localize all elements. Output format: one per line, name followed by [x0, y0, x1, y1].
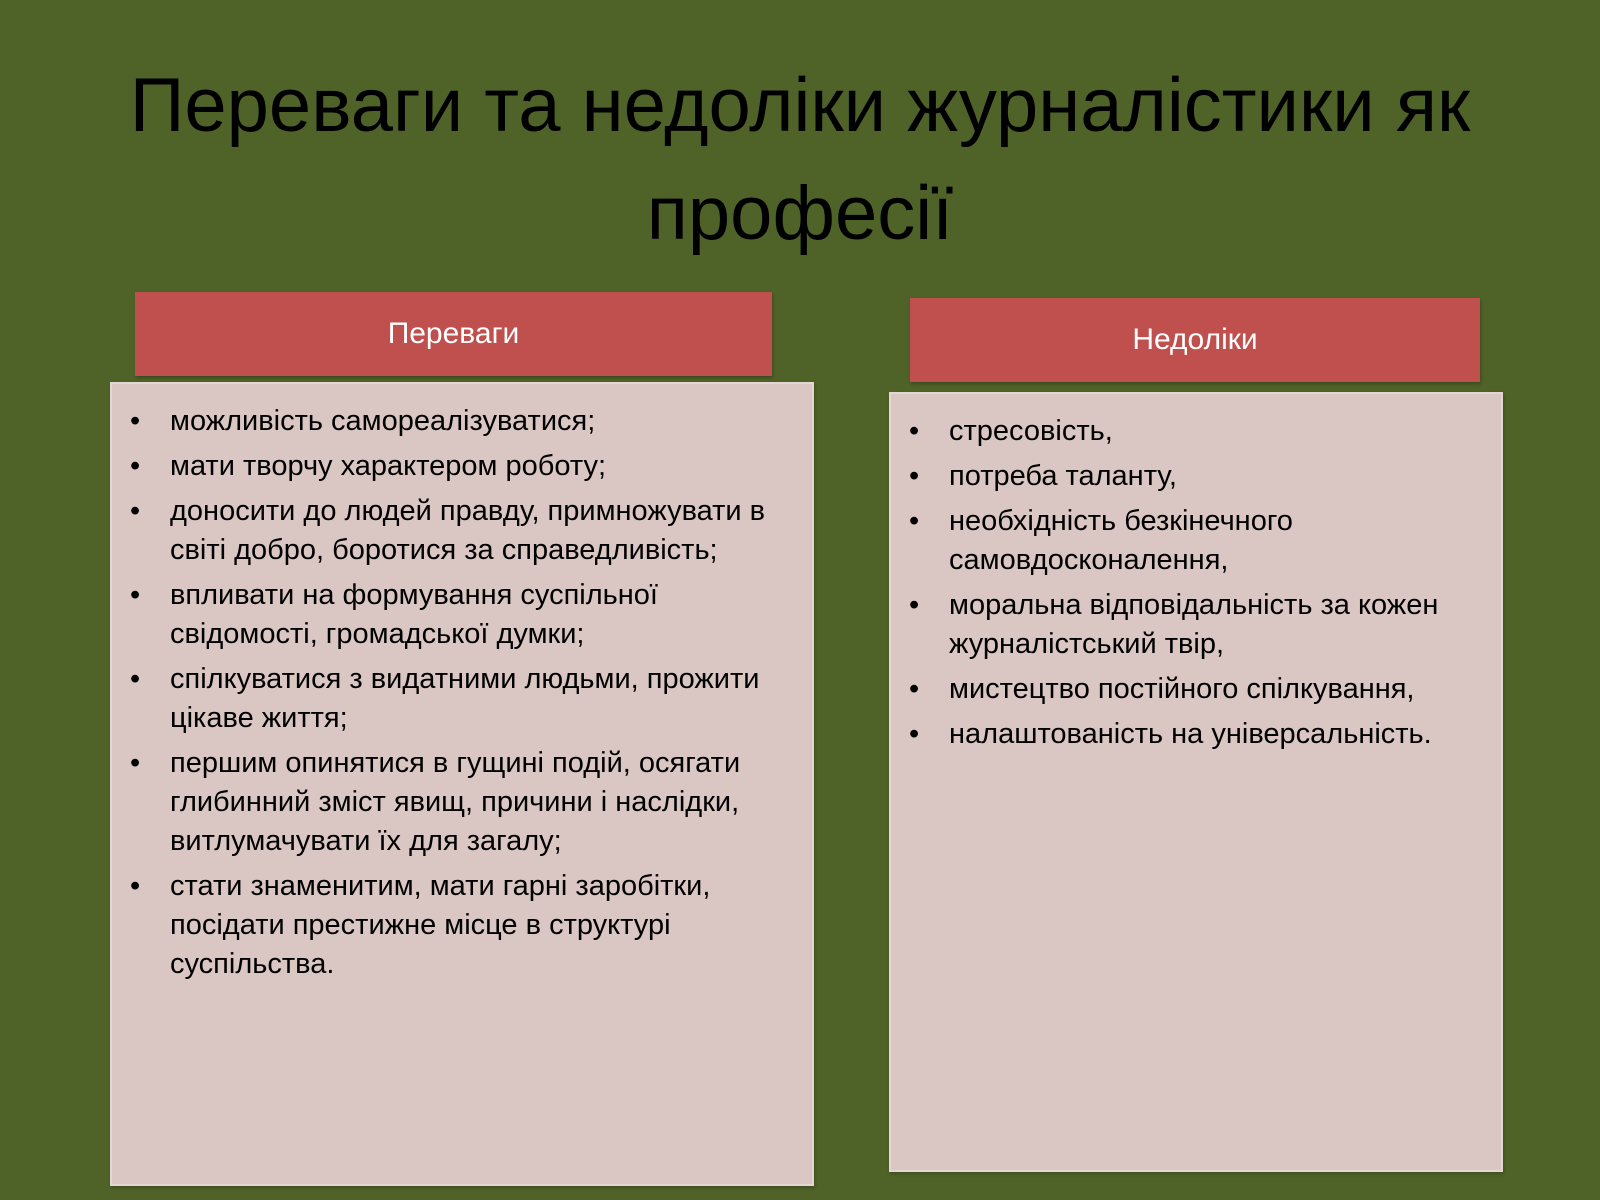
advantage-item: • стати знаменитим, мати гарні заробітки, посідати престижне місце в структурі суспільства.	[130, 867, 792, 984]
disadvantages-header: Недоліки	[910, 298, 1480, 382]
advantage-item: • доносити до людей правду, примножувати в світі добро, боротися за справедливість;	[130, 492, 792, 570]
advantages-header: Переваги	[135, 292, 772, 376]
advantages-box	[110, 382, 814, 1186]
disadvantage-item: • потреба таланту,	[909, 457, 1491, 496]
disadvantage-item: • налаштованість на універсальність.	[909, 715, 1491, 754]
disadvantage-item: • моральна відповідальність за кожен журналістський твір,	[909, 586, 1491, 664]
advantage-item: • мати творчу характером роботу;	[130, 447, 792, 486]
disadvantage-item: • стресовість,	[909, 412, 1491, 451]
slide-title: Переваги та недоліки журналістики як професії	[129, 63, 1471, 256]
disadvantage-item: • мистецтво постійного спілкування,	[909, 670, 1491, 709]
disadvantage-item: • необхідність безкінечного самовдосконалення,	[909, 502, 1491, 580]
advantage-item: • можливість самореалізуватися;	[130, 402, 792, 441]
advantage-item: • спілкуватися з видатними людьми, прожити цікаве життя;	[130, 660, 792, 738]
advantage-item: • першим опинятися в гущині подій, осягати глибинний зміст явищ, причини і наслідки, витлумачувати їх для загалу;	[130, 744, 792, 861]
advantages-list	[130, 402, 792, 984]
advantage-item: • впливати на формування суспільної свідомості, громадської думки;	[130, 576, 792, 654]
disadvantages-box	[889, 392, 1503, 1172]
disadvantages-list	[909, 412, 1491, 754]
